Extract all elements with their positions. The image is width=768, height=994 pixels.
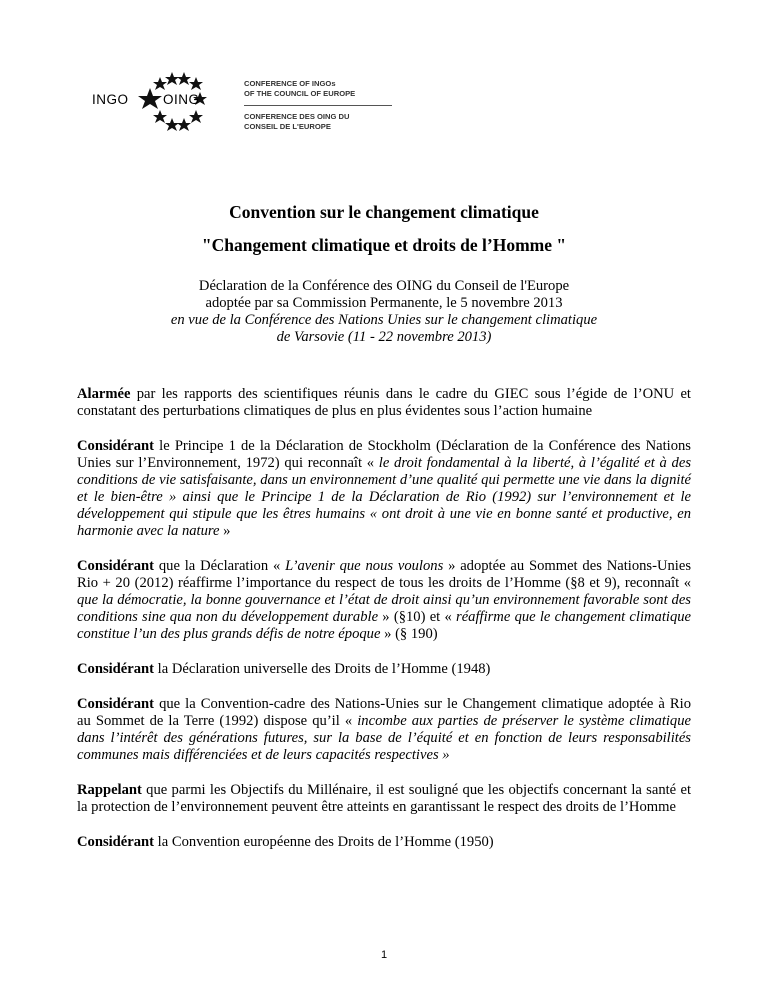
intro-line-1: Déclaration de la Conférence des OING du Conseil de l'Europe [198, 278, 570, 294]
paragraph-text: que la Déclaration « [154, 558, 286, 574]
paragraph-quote: réaffirme que le changement climatique constitue l’un des plus grands défis de notre époque [77, 609, 692, 642]
paragraph-lead: Considérant [77, 558, 155, 574]
paragraph-text: la Déclaration universelle des Droits de l’Homme (1948) [154, 661, 491, 677]
document-body [77, 386, 691, 869]
paragraph-4 [77, 661, 691, 678]
paragraph-text: le Principe 1 de la Déclaration de Stockholm (Déclaration de la Conférence des Nations Unies sur l’Environnement, 1972) qui reconnaît « [77, 438, 691, 471]
paragraph-quote: que la démocratie, la bonne gouvernance et l’état de droit ainsi qu’un environnement favorable sont des conditions sine qua non du développement durable [77, 592, 691, 625]
paragraph-1 [77, 386, 691, 420]
paragraph-6 [77, 782, 691, 816]
paragraph-text: » (§10) et « [378, 609, 457, 625]
paragraph-7 [77, 834, 691, 851]
paragraph-lead: Considérant [77, 661, 155, 677]
paragraph-text: » adoptée au Sommet des Nations-Unies Rio + 20 (2012) réaffirme l’importance du respect de tous les droits de l’Homme (§8 et 9), reconnaît « [77, 558, 691, 591]
logo-word-ingo: INGO [92, 92, 129, 107]
logo-caption-en-line2: OF THE COUNCIL OF EUROPE [244, 89, 356, 98]
paragraph-5 [77, 696, 691, 764]
intro-line-4: de Varsovie (11 - 22 novembre 2013) [276, 329, 492, 345]
logo-caption-fr-line1: CONFERENCE DES OING DU [244, 112, 350, 121]
paragraph-quote: le droit fondamental à la liberté, à l’égalité et à des conditions de vie satisfaisante, dans un environnement d’une qualité qui permette une vie dans la dignité et le bien-être » ainsi que le Principe 1 de la Déclaration de Rio (1992) sur l’environnement et le développement qui stipule que les êtres humains « ont droit à une vie en bonne santé et productive, en harmonie avec la nature [77, 455, 691, 539]
logo-caption-en [244, 79, 355, 99]
logo-word-oing: OING [163, 92, 200, 107]
paragraph-quote: L’avenir que nous voulons [285, 558, 444, 574]
paragraph-lead: Alarmée [77, 386, 131, 402]
paragraph-2 [77, 438, 691, 540]
paragraph-text: » [219, 523, 231, 539]
paragraph-text: que la Convention-cadre des Nations-Unies sur le Changement climatique adoptée à Rio au Sommet de la Terre (1992) dispose qu’il « [77, 696, 691, 729]
ingo-logo [92, 68, 392, 142]
logo-caption-en-line1: CONFERENCE OF INGOs [244, 79, 336, 88]
paragraph-text: la Convention européenne des Droits de l’Homme (1950) [154, 834, 494, 850]
paragraph-lead: Rappelant [77, 782, 142, 798]
paragraph-lead: Considérant [77, 438, 155, 454]
paragraph-text: que parmi les Objectifs du Millénaire, il est souligné que les objectifs concernant la santé et la protection de l’environnement peuvent être atteints en garantissant le respect des droits de l’Homme [77, 782, 691, 815]
paragraph-text: par les rapports des scientifiques réunis dans le cadre du GIEC sous l’égide de l’ONU et constatant des perturbations climatiques de plus en plus évidentes sous l’action humaine [77, 386, 691, 419]
logo-caption-fr [244, 112, 349, 132]
paragraph-lead: Considérant [77, 834, 155, 850]
intro-line-3: en vue de la Conférence des Nations Unies sur le changement climatique [170, 312, 598, 328]
intro-line-2: adoptée par sa Commission Permanente, le 5 novembre 2013 [205, 295, 563, 311]
paragraph-text: » (§ 190) [380, 626, 438, 642]
document-title: Convention sur le changement climatique [229, 202, 539, 222]
logo-caption-fr-line2: CONSEIL DE L'EUROPE [244, 122, 331, 131]
page-number: 1 [380, 949, 388, 961]
paragraph-lead: Considérant [77, 696, 155, 712]
paragraph-quote: incombe aux parties de préserver le système climatique dans l’intérêt des générations futures, sur la base de l’équité et en fonction de leurs responsabilités communes mais différenciées et de leurs capacités respectives » [77, 713, 692, 763]
logo-divider [244, 105, 392, 106]
document-subtitle: "Changement climatique et droits de l’Homme " [201, 235, 567, 255]
declaration-intro [0, 278, 768, 346]
paragraph-3 [77, 558, 691, 643]
